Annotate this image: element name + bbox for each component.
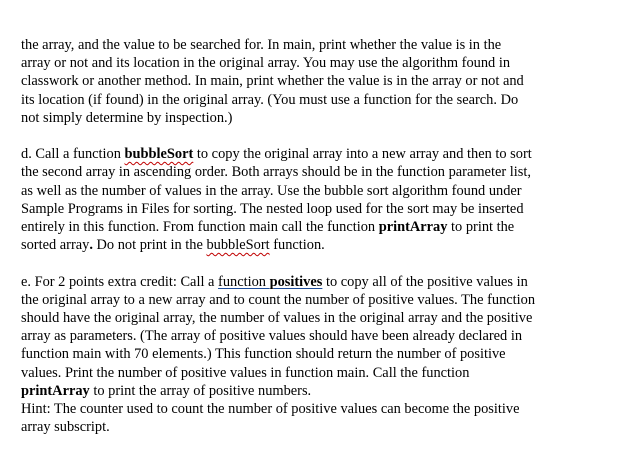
text-run: to copy all of the positive values in	[322, 273, 528, 290]
function-name-printarray: printArray	[378, 219, 448, 236]
function-name-positives: positives	[269, 273, 323, 290]
grammar-flag-text	[218, 274, 322, 290]
text-line: its location (if found) in the original array. (You must use a function for the search. Do	[21, 91, 519, 108]
function-name-bubblesort-ref: bubbleSort	[206, 237, 270, 254]
text-line	[21, 382, 611, 400]
text-line: array or not and its location in the original array. You may use the algorithm found in	[21, 55, 511, 72]
paragraph-d	[21, 145, 611, 254]
text-run: to print the array of positive numbers.	[89, 382, 312, 399]
text-line: array as parameters. (The array of positive values should have been already declared in	[21, 328, 523, 345]
paragraph-e	[21, 273, 611, 437]
text-line: not simply determine by inspection.)	[21, 109, 233, 126]
document-page	[21, 36, 611, 455]
text-line: Sample Programs in Files for sorting. The nested loop used for the sort may be inserted	[21, 200, 524, 217]
text-line: the original array to a new array and to count the number of positive values. The function	[21, 291, 536, 308]
function-name-printarray: printArray	[21, 382, 90, 399]
text-line: classwork or another method. In main, print whether the value is in the array or not and	[21, 73, 524, 90]
text-line	[21, 273, 611, 291]
text-line: function main with 70 elements.) This function should return the number of positive	[21, 346, 506, 363]
text-line	[21, 236, 611, 254]
text-line: the array, and the value to be searched for. In main, print whether the value is in the	[21, 37, 502, 53]
text-run: Do not print in the	[92, 237, 207, 254]
text-line: values. Print the number of positive values in function main. Call the function	[21, 364, 470, 381]
text-run: d. Call a function	[21, 146, 125, 163]
text-line: the second array in ascending order. Both arrays should be in the function parameter list,	[21, 164, 531, 181]
text-line: as well as the number of values in the array. Use the bubble sort algorithm found under	[21, 182, 522, 199]
bold-period: .	[89, 237, 93, 254]
text-line	[21, 145, 611, 163]
text-run: entirely in this function. From function main call the function	[21, 219, 379, 236]
text-run: to copy the original array into a new array and then to sort	[193, 146, 532, 163]
text-line: should have the original array, the number of values in the original array and the positive	[21, 310, 533, 327]
function-name-bubblesort: bubbleSort	[124, 146, 194, 163]
text-line	[21, 218, 611, 236]
text-run: sorted array	[21, 237, 90, 254]
text-run: function	[218, 273, 270, 290]
hint-line: Hint: The counter used to count the number of positive values can become the positive	[21, 401, 520, 418]
text-line: array subscript.	[21, 419, 110, 436]
text-run: function.	[269, 237, 325, 254]
text-run: to print the	[447, 219, 515, 236]
text-run: e. For 2 points extra credit: Call a	[21, 273, 219, 290]
paragraph-c	[21, 36, 611, 127]
